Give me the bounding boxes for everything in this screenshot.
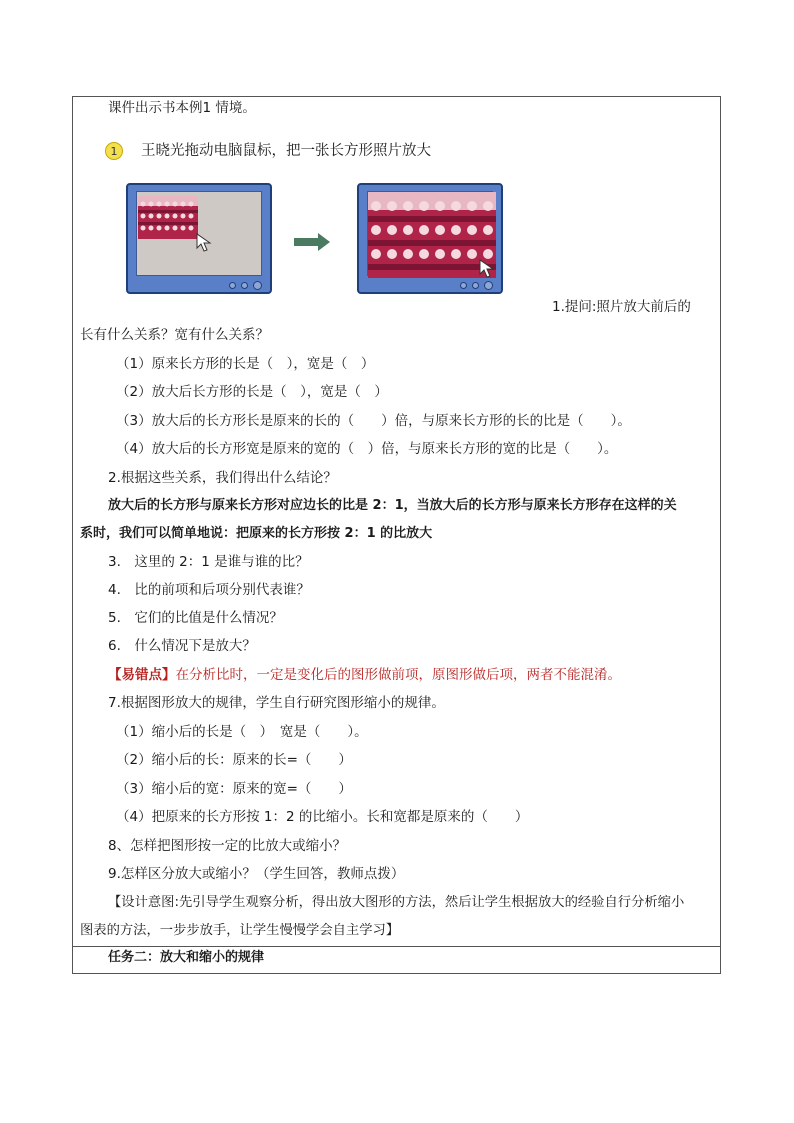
question-7: 7.根据图形放大的规律，学生自行研究图形缩小的规律。 (108, 695, 445, 711)
question-1-start: 1.提问:照片放大前后的 (552, 299, 691, 315)
badge-number: 1 (110, 145, 118, 158)
question-1-sub1: （1）原来长方形的长是（ ），宽是（ ） (116, 356, 375, 372)
example-title: 王晓光拖动电脑鼠标，把一张长方形照片放大 (141, 143, 431, 159)
intro-line: 课件出示书本例1 情境。 (108, 100, 256, 116)
screen-button (241, 282, 248, 289)
screen-button (484, 281, 493, 290)
question-4: 4. 比的前项和后项分别代表谁？ (108, 582, 310, 598)
question-1-sub3: （3）放大后的长方形长是原来的长的（ ）倍，与原来长方形的长的比是（ ）。 (116, 413, 631, 429)
conclusion-line-1: 放大后的长方形与原来长方形对应边长的比是 2：1，当放大后的长方形与原来长方形存在这样的关 (108, 498, 677, 513)
question-1-sub2: （2）放大后长方形的长是（ ），宽是（ ） (116, 384, 388, 400)
screen-button (229, 282, 236, 289)
frame-divider (72, 946, 721, 947)
small-photo (138, 196, 198, 239)
screen-before (126, 183, 272, 294)
screen-before-display (136, 191, 262, 276)
screen-button (472, 282, 479, 289)
screen-button (460, 282, 467, 289)
number-badge-icon (104, 141, 124, 161)
design-intent-line-2: 图表的方法，一步步放手，让学生慢慢学会自主学习】 (80, 923, 400, 938)
question-7-sub2: （2）缩小后的长：原来的长=（ ） (116, 752, 352, 768)
error-prone-label: 【易错点】 (108, 667, 176, 683)
question-3: 3. 这里的 2：1 是谁与谁的比？ (108, 554, 309, 570)
question-1-sub4: （4）放大后的长方形宽是原来的宽的（ ）倍，与原来长方形的宽的比是（ ）。 (116, 441, 618, 457)
screen-after-display (367, 191, 493, 276)
screen-after (357, 183, 503, 294)
cursor-arrow-icon (478, 258, 496, 280)
cursor-arrow-icon (195, 232, 213, 254)
error-prone-note (108, 666, 621, 684)
question-6: 6. 什么情况下是放大？ (108, 638, 256, 654)
question-9: 9.怎样区分放大或缩小？（学生回答，教师点拨） (108, 866, 405, 882)
question-7-sub3: （3）缩小后的宽：原来的宽=（ ） (116, 781, 352, 797)
error-prone-text: 在分析比时，一定是变化后的图形做前项，原图形做后项，两者不能混淆。 (175, 667, 621, 683)
question-8: 8、怎样把图形按一定的比放大或缩小？ (108, 838, 347, 854)
right-arrow-icon (294, 233, 330, 251)
question-1-cont: 长有什么关系？宽有什么关系？ (80, 327, 269, 343)
question-2: 2.根据这些关系，我们得出什么结论？ (108, 470, 337, 486)
large-photo (368, 192, 496, 278)
conclusion-line-2: 系时，我们可以简单地说：把原来的长方形按 2：1 的比放大 (80, 526, 433, 541)
screen-button (253, 281, 262, 290)
question-7-sub4: （4）把原来的长方形按 1：2 的比缩小。长和宽都是原来的（ ） (116, 809, 529, 825)
question-7-sub1: （1）缩小后的长是（ ） 宽是（ ）。 (116, 724, 368, 740)
question-5: 5. 它们的比值是什么情况？ (108, 610, 283, 626)
task-two-heading: 任务二：放大和缩小的规律 (108, 950, 265, 965)
design-intent-line-1: 【设计意图:先引导学生观察分析，得出放大图形的方法，然后让学生根据放大的经验自行分析缩小 (108, 895, 685, 910)
